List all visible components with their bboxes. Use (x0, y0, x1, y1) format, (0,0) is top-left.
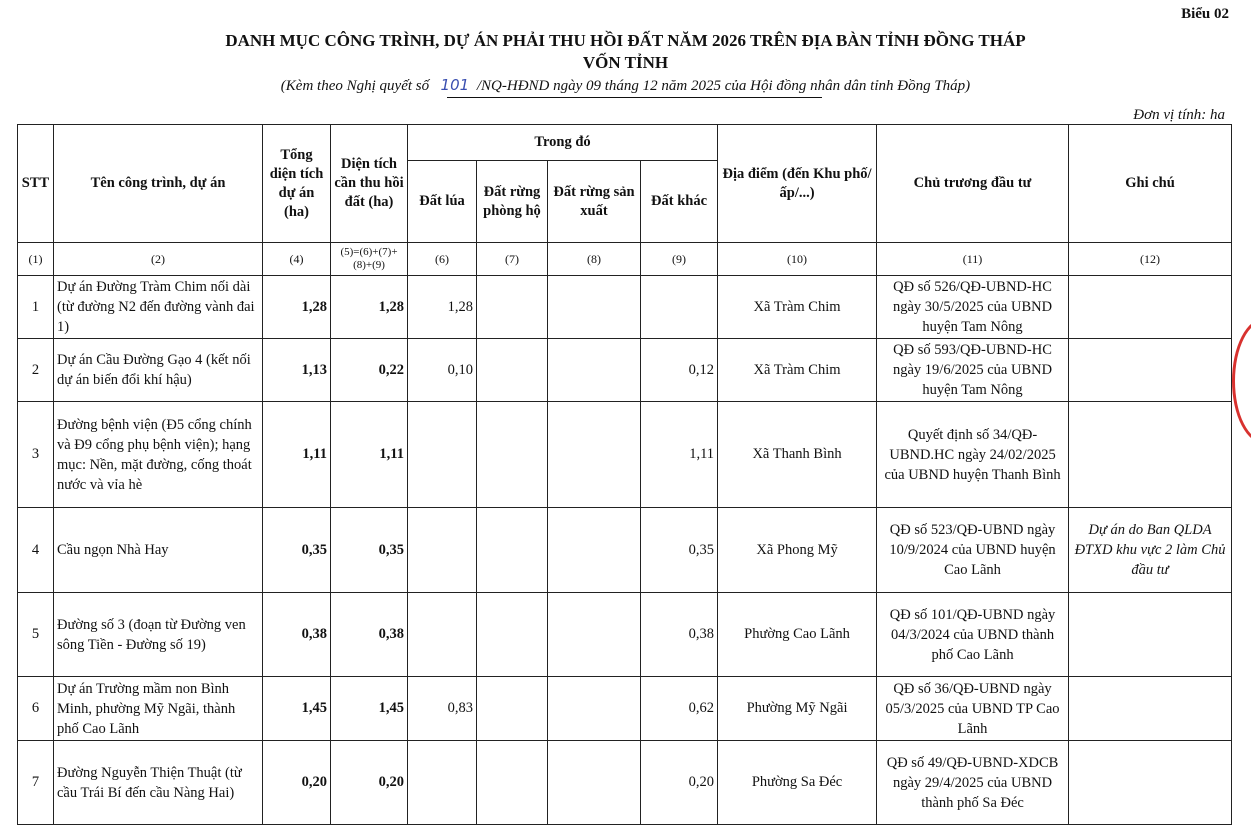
index-cell: (12) (1069, 243, 1232, 276)
production-forest-cell (548, 677, 641, 741)
resolution-number: 101 (440, 76, 470, 94)
total-area-cell: 0,20 (263, 741, 331, 825)
subtitle-suffix: /NQ-HĐND ngày 09 tháng 12 năm 2025 của Hội đồng nhân dân tỉnh Đồng Tháp) (476, 78, 971, 94)
stt-cell: 4 (18, 508, 54, 593)
other-land-cell: 0,20 (641, 741, 718, 825)
rice-cell (408, 402, 477, 508)
total-area-cell: 0,38 (263, 593, 331, 677)
project-name-cell: Đường số 3 (đoạn từ Đường ven sông Tiền - Đường số 19) (54, 593, 263, 677)
note-cell (1069, 741, 1232, 825)
index-cell: (2) (54, 243, 263, 276)
project-name-cell: Dự án Trường mầm non Bình Minh, phường Mỹ Ngãi, thành phố Cao Lãnh (54, 677, 263, 741)
column-index-row (18, 243, 1232, 276)
other-land-cell (641, 276, 718, 339)
note-cell (1069, 276, 1232, 339)
production-forest-cell (548, 593, 641, 677)
total-area-cell: 0,35 (263, 508, 331, 593)
total-area-cell: 1,28 (263, 276, 331, 339)
title-line-2: VỐN TỈNH (582, 53, 669, 72)
header-other: Đất khác (641, 161, 718, 243)
project-name-cell: Đường Nguyễn Thiện Thuật (từ cầu Trái Bí đến cầu Nàng Hai) (54, 741, 263, 825)
location-cell: Xã Tràm Chim (718, 339, 877, 402)
recovered-area-cell: 0,35 (331, 508, 408, 593)
other-land-cell: 0,38 (641, 593, 718, 677)
other-land-cell: 0,35 (641, 508, 718, 593)
index-cell: (7) (477, 243, 548, 276)
index-cell: (9) (641, 243, 718, 276)
protective-forest-cell (477, 677, 548, 741)
document-title (0, 30, 1251, 74)
red-seal-stamp-icon (1232, 318, 1251, 444)
policy-cell: QĐ số 101/QĐ-UBND ngày 04/3/2024 của UBND thành phố Cao Lãnh (877, 593, 1069, 677)
protective-forest-cell (477, 276, 548, 339)
protective-forest-cell (477, 593, 548, 677)
policy-cell: QĐ số 36/QĐ-UBND ngày 05/3/2025 của UBND TP Cao Lãnh (877, 677, 1069, 741)
index-cell: (1) (18, 243, 54, 276)
rice-cell: 0,10 (408, 339, 477, 402)
index-cell: (10) (718, 243, 877, 276)
recovered-area-cell: 0,38 (331, 593, 408, 677)
note-cell (1069, 593, 1232, 677)
project-table (17, 124, 1232, 825)
production-forest-cell (548, 402, 641, 508)
project-name-cell: Dự án Cầu Đường Gạo 4 (kết nối dự án biến đổi khí hậu) (54, 339, 263, 402)
other-land-cell: 0,12 (641, 339, 718, 402)
recovered-area-cell: 1,11 (331, 402, 408, 508)
header-production-forest: Đất rừng sản xuất (548, 161, 641, 243)
unit-label: Đơn vị tính: ha (1133, 107, 1225, 123)
rice-cell: 1,28 (408, 276, 477, 339)
recovered-area-cell: 0,22 (331, 339, 408, 402)
rice-cell (408, 741, 477, 825)
project-name-cell: Đường bệnh viện (Đ5 cổng chính và Đ9 cổng phụ bệnh viện); hạng mục: Nền, mặt đường, cống thoát nước và vỉa hè (54, 402, 263, 508)
project-name-cell: Dự án Đường Tràm Chim nối dài (từ đường N2 đến đường vành đai 1) (54, 276, 263, 339)
header-name: Tên công trình, dự án (54, 125, 263, 243)
production-forest-cell (548, 508, 641, 593)
index-cell: (11) (877, 243, 1069, 276)
other-land-cell: 0,62 (641, 677, 718, 741)
policy-cell: QĐ số 49/QĐ-UBND-XDCB ngày 29/4/2025 của UBND thành phố Sa Đéc (877, 741, 1069, 825)
stt-cell: 1 (18, 276, 54, 339)
protective-forest-cell (477, 339, 548, 402)
stt-cell: 7 (18, 741, 54, 825)
table-row (18, 508, 1232, 593)
stt-cell: 3 (18, 402, 54, 508)
location-cell: Phường Mỹ Ngãi (718, 677, 877, 741)
recovered-area-cell: 1,28 (331, 276, 408, 339)
total-area-cell: 1,11 (263, 402, 331, 508)
note-cell (1069, 339, 1232, 402)
rice-cell (408, 508, 477, 593)
table-row (18, 593, 1232, 677)
policy-cell: Quyết định số 34/QĐ-UBND.HC ngày 24/02/2025 của UBND huyện Thanh Bình (877, 402, 1069, 508)
header-recovered-area: Diện tích cần thu hồi đất (ha) (331, 125, 408, 243)
document-subtitle (0, 76, 1251, 95)
header-of-which: Trong đó (408, 125, 718, 161)
header-rice: Đất lúa (408, 161, 477, 243)
policy-cell: QĐ số 523/QĐ-UBND ngày 10/9/2024 của UBND huyện Cao Lãnh (877, 508, 1069, 593)
protective-forest-cell (477, 741, 548, 825)
recovered-area-cell: 1,45 (331, 677, 408, 741)
location-cell: Xã Phong Mỹ (718, 508, 877, 593)
policy-cell: QĐ số 593/QĐ-UBND-HC ngày 19/6/2025 của UBND huyện Tam Nông (877, 339, 1069, 402)
location-cell: Phường Cao Lãnh (718, 593, 877, 677)
rice-cell (408, 593, 477, 677)
header-investment-policy: Chủ trương đầu tư (877, 125, 1069, 243)
title-line-1: DANH MỤC CÔNG TRÌNH, DỰ ÁN PHẢI THU HỒI ĐẤT NĂM 2026 TRÊN ĐỊA BÀN TỈNH ĐỒNG THÁP (225, 31, 1026, 50)
header-total-area: Tổng diện tích dự án (ha) (263, 125, 331, 243)
note-cell (1069, 677, 1232, 741)
protective-forest-cell (477, 402, 548, 508)
protective-forest-cell (477, 508, 548, 593)
table-row (18, 402, 1232, 508)
stt-cell: 6 (18, 677, 54, 741)
header-stt: STT (18, 125, 54, 243)
index-cell: (4) (263, 243, 331, 276)
subtitle-prefix: (Kèm theo Nghị quyết số (280, 78, 430, 94)
table-row (18, 741, 1232, 825)
index-cell: (8) (548, 243, 641, 276)
location-cell: Xã Thanh Bình (718, 402, 877, 508)
table-row (18, 677, 1232, 741)
production-forest-cell (548, 276, 641, 339)
header-notes: Ghi chú (1069, 125, 1232, 243)
index-cell: (6) (408, 243, 477, 276)
location-cell: Xã Tràm Chim (718, 276, 877, 339)
header-protective-forest: Đất rừng phòng hộ (477, 161, 548, 243)
total-area-cell: 1,13 (263, 339, 331, 402)
other-land-cell: 1,11 (641, 402, 718, 508)
stt-cell: 2 (18, 339, 54, 402)
rice-cell: 0,83 (408, 677, 477, 741)
stt-cell: 5 (18, 593, 54, 677)
index-cell: (5)=(6)+(7)+(8)+(9) (331, 243, 408, 276)
table-row (18, 339, 1232, 402)
production-forest-cell (548, 339, 641, 402)
subtitle-underline (447, 97, 822, 98)
header-location: Địa điểm (đến Khu phố/ấp/...) (718, 125, 877, 243)
recovered-area-cell: 0,20 (331, 741, 408, 825)
form-id: Biểu 02 (1181, 6, 1229, 22)
production-forest-cell (548, 741, 641, 825)
location-cell: Phường Sa Đéc (718, 741, 877, 825)
table-row (18, 276, 1232, 339)
note-cell: Dự án do Ban QLDA ĐTXD khu vực 2 làm Chủ đầu tư (1069, 508, 1232, 593)
note-cell (1069, 402, 1232, 508)
total-area-cell: 1,45 (263, 677, 331, 741)
policy-cell: QĐ số 526/QĐ-UBND-HC ngày 30/5/2025 của UBND huyện Tam Nông (877, 276, 1069, 339)
project-name-cell: Cầu ngọn Nhà Hay (54, 508, 263, 593)
